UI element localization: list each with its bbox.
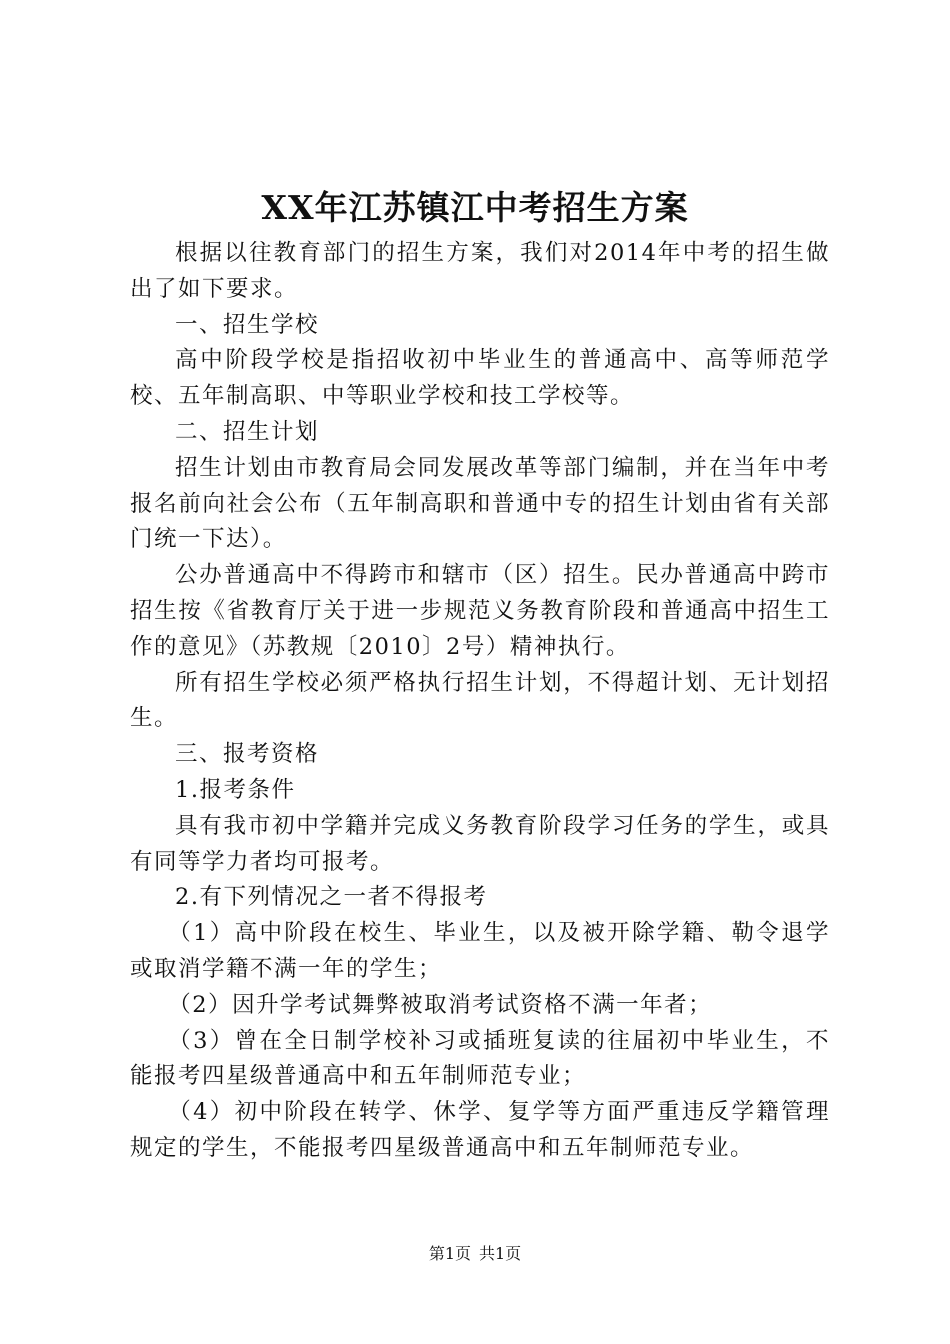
- page-footer: [0, 1243, 950, 1265]
- section-heading-eligibility: 三、报考资格: [175, 741, 320, 768]
- exclusion-item-3: （3）曾在全日制学校补习或插班复读的往届初中毕业生，不能报考四星级普通高中和五年制师范专业；: [130, 1027, 830, 1090]
- subheading-exclusions: 2.有下列情况之一者不得报考: [175, 884, 488, 911]
- subheading-conditions: 1.报考条件: [175, 776, 296, 803]
- document-body: [130, 236, 830, 1167]
- section-heading-schools: 一、招生学校: [175, 311, 320, 338]
- exclusion-item-2: （2）因升学考试舞弊被取消考试资格不满一年者；: [168, 991, 713, 1018]
- page-number: 第1页: [428, 1244, 471, 1263]
- strict-plan-paragraph: 所有招生学校必须严格执行招生计划，不得超计划、无计划招生。: [130, 669, 830, 732]
- page-total: 共1页: [479, 1244, 522, 1263]
- exclusion-item-1: （1）高中阶段在校生、毕业生，以及被开除学籍、勒令退学或取消学籍不满一年的学生；: [130, 920, 830, 982]
- intro-paragraph: 根据以往教育部门的招生方案，我们对2014年中考的招生做出了如下要求。: [130, 240, 830, 302]
- exclusion-item-4: （4）初中阶段在转学、休学、复学等方面严重违反学籍管理规定的学生，不能报考四星级普通高中和五年制师范专业。: [130, 1099, 830, 1161]
- plan-paragraph: 招生计划由市教育局会同发展改革等部门编制，并在当年中考报名前向社会公布（五年制高职和普通中专的招生计划由省有关部门统一下达）。: [130, 454, 830, 553]
- section-heading-plan: 二、招生计划: [175, 418, 320, 445]
- public-school-paragraph: 公办普通高中不得跨市和辖市（区）招生。民办普通高中跨市招生按《省教育厅关于进一步规范义务教育阶段和普通高中招生工作的意见》（苏教规〔2010〕2号）精神执行。: [130, 562, 830, 660]
- conditions-paragraph: 具有我市初中学籍并完成义务教育阶段学习任务的学生，或具有同等学力者均可报考。: [130, 812, 830, 875]
- document-title: XX年江苏镇江中考招生方案: [261, 188, 689, 227]
- schools-paragraph: 高中阶段学校是指招收初中毕业生的普通高中、高等师范学校、五年制高职、中等职业学校和技工学校等。: [130, 347, 830, 410]
